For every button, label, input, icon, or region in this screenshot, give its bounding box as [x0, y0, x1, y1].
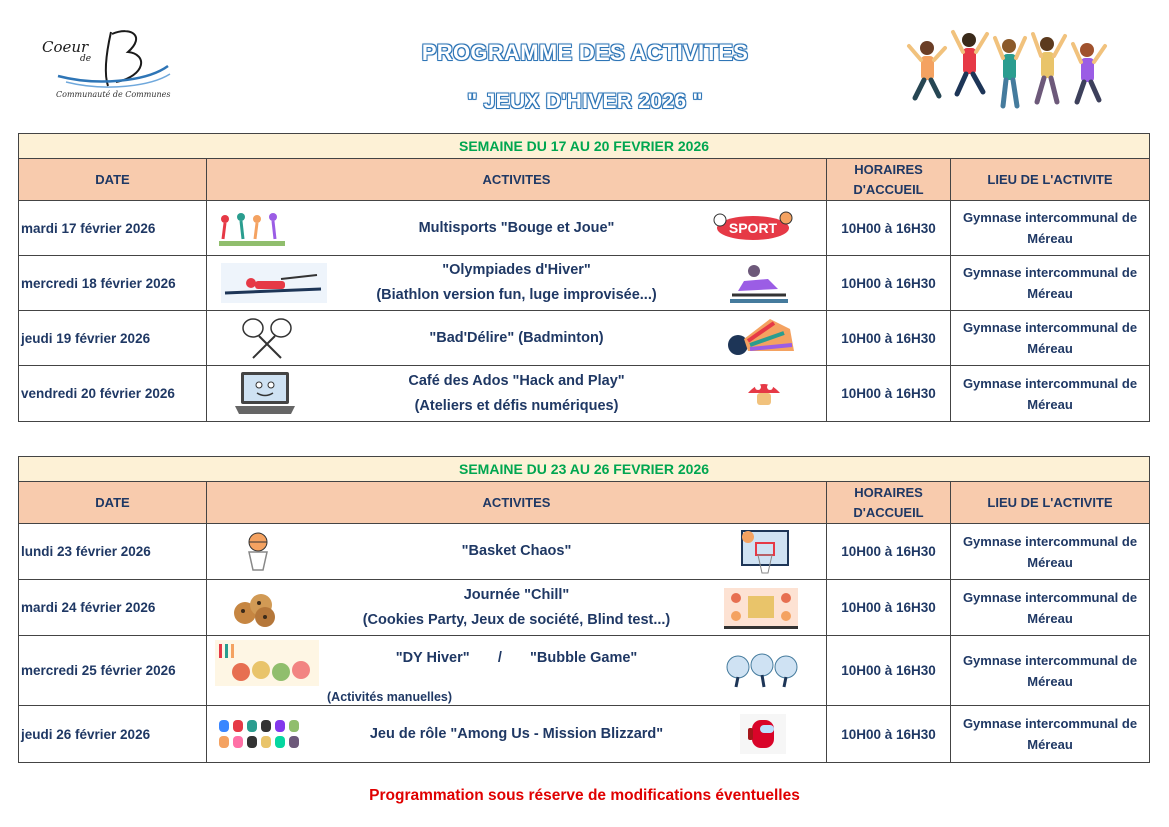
row-place: Gymnase intercommunal de Méreau	[951, 580, 1150, 636]
activity-title: Multisports "Bouge et Joue"	[418, 219, 615, 236]
activity-title: "Bad'Délire" (Badminton)	[429, 329, 604, 346]
table-row	[19, 201, 1150, 256]
row-activity	[207, 636, 827, 706]
mushroom-icon	[744, 377, 784, 411]
cookies-icon	[231, 589, 279, 627]
row-hours: 10H00 à 16H30	[827, 311, 951, 366]
table-row	[19, 256, 1150, 311]
row-activity	[207, 311, 827, 366]
logo-coeur: Coeur	[42, 38, 89, 56]
row-hours: 10H00 à 16H30	[827, 256, 951, 311]
multisport-icon	[217, 209, 289, 247]
bubble-football-icon	[724, 653, 800, 689]
week-1-table	[18, 133, 1150, 422]
board-game-icon	[722, 586, 800, 630]
row-place: Gymnase intercommunal de Méreau	[951, 366, 1150, 422]
table-row	[19, 524, 1150, 580]
row-date: jeudi 19 février 2026	[19, 311, 207, 366]
activity-title: "Basket Chaos"	[461, 543, 572, 559]
row-hours: 10H00 à 16H30	[827, 524, 951, 580]
sled-icon	[728, 261, 790, 305]
row-place: Gymnase intercommunal de Méreau	[951, 201, 1150, 256]
svg-text:SPORT: SPORT	[728, 220, 778, 236]
page-subtitle: " JEUX D'HIVER 2026 "	[467, 90, 703, 113]
row-hours: 10H00 à 16H30	[827, 366, 951, 422]
activity-detail: (Cookies Party, Jeux de société, Blind test...)	[362, 611, 671, 628]
column-header-hours: HORAIRES D'ACCUEIL	[827, 159, 951, 201]
row-place: Gymnase intercommunal de Méreau	[951, 706, 1150, 763]
activity-title: "Olympiades d'Hiver"	[442, 262, 591, 278]
row-place: Gymnase intercommunal de Méreau	[951, 636, 1150, 706]
row-date: vendredi 20 février 2026	[19, 366, 207, 422]
week-1-label: SEMAINE DU 17 AU 20 FEVRIER 2026	[19, 134, 1150, 159]
biathlon-icon	[221, 263, 327, 303]
column-header-place: LIEU DE L'ACTIVITE	[951, 482, 1150, 524]
row-place: Gymnase intercommunal de Méreau	[951, 256, 1150, 311]
row-date: mercredi 25 février 2026	[19, 636, 207, 706]
row-hours: 10H00 à 16H30	[827, 201, 951, 256]
row-date: jeudi 26 février 2026	[19, 706, 207, 763]
row-activity	[207, 256, 827, 311]
table-row	[19, 311, 1150, 366]
row-activity	[207, 706, 827, 763]
activity-title: Journée "Chill"	[463, 586, 570, 603]
activity-detail: (Ateliers et défis numériques)	[414, 397, 619, 414]
row-place: Gymnase intercommunal de Méreau	[951, 524, 1150, 580]
row-activity	[207, 366, 827, 422]
column-header-date: DATE	[19, 159, 207, 201]
row-date: mercredi 18 février 2026	[19, 256, 207, 311]
jumping-kids-icon	[905, 26, 1115, 118]
row-hours: 10H00 à 16H30	[827, 636, 951, 706]
logo	[36, 24, 196, 108]
among-us-icon	[740, 714, 786, 754]
row-place: Gymnase intercommunal de Méreau	[951, 311, 1150, 366]
logo-de: de	[80, 54, 92, 64]
table-row	[19, 580, 1150, 636]
laptop-icon	[233, 370, 297, 418]
sport-balls-icon	[712, 210, 794, 246]
row-date: mardi 17 février 2026	[19, 201, 207, 256]
badminton-rackets-icon	[237, 316, 297, 360]
page-title: PROGRAMME DES ACTIVITES	[421, 40, 749, 65]
week-2-table	[18, 456, 1150, 763]
column-header-activities: ACTIVITES	[207, 482, 827, 524]
activity-detail: (Biathlon version fun, luge improvisée...)	[376, 287, 657, 303]
basket-hoop-icon	[736, 529, 792, 575]
week-2-label: SEMAINE DU 23 AU 26 FEVRIER 2026	[19, 457, 1150, 482]
row-hours: 10H00 à 16H30	[827, 580, 951, 636]
column-header-date: DATE	[19, 482, 207, 524]
among-us-crew-icon	[217, 718, 309, 750]
row-hours: 10H00 à 16H30	[827, 706, 951, 763]
column-header-place: LIEU DE L'ACTIVITE	[951, 159, 1150, 201]
row-activity	[207, 201, 827, 256]
activity-title: Jeu de rôle "Among Us - Mission Blizzard"	[369, 725, 664, 742]
logo-subtitle: Communauté de Communes	[56, 90, 171, 99]
shuttlecock-icon	[724, 315, 796, 361]
row-activity	[207, 524, 827, 580]
column-header-hours: HORAIRES D'ACCUEIL	[827, 482, 951, 524]
row-activity	[207, 580, 827, 636]
row-date: lundi 23 février 2026	[19, 524, 207, 580]
table-row	[19, 706, 1150, 763]
activity-detail: (Activités manuelles)	[327, 690, 453, 704]
activity-title: "DY Hiver" / "Bubble Game"	[395, 650, 638, 666]
row-date: mardi 24 février 2026	[19, 580, 207, 636]
basketball-icon	[241, 532, 275, 572]
column-header-activities: ACTIVITES	[207, 159, 827, 201]
table-row	[19, 636, 1150, 706]
table-row	[19, 366, 1150, 422]
footer-note: Programmation sous réserve de modifications éventuelles	[369, 787, 800, 804]
activity-title: Café des Ados "Hack and Play"	[408, 372, 625, 389]
